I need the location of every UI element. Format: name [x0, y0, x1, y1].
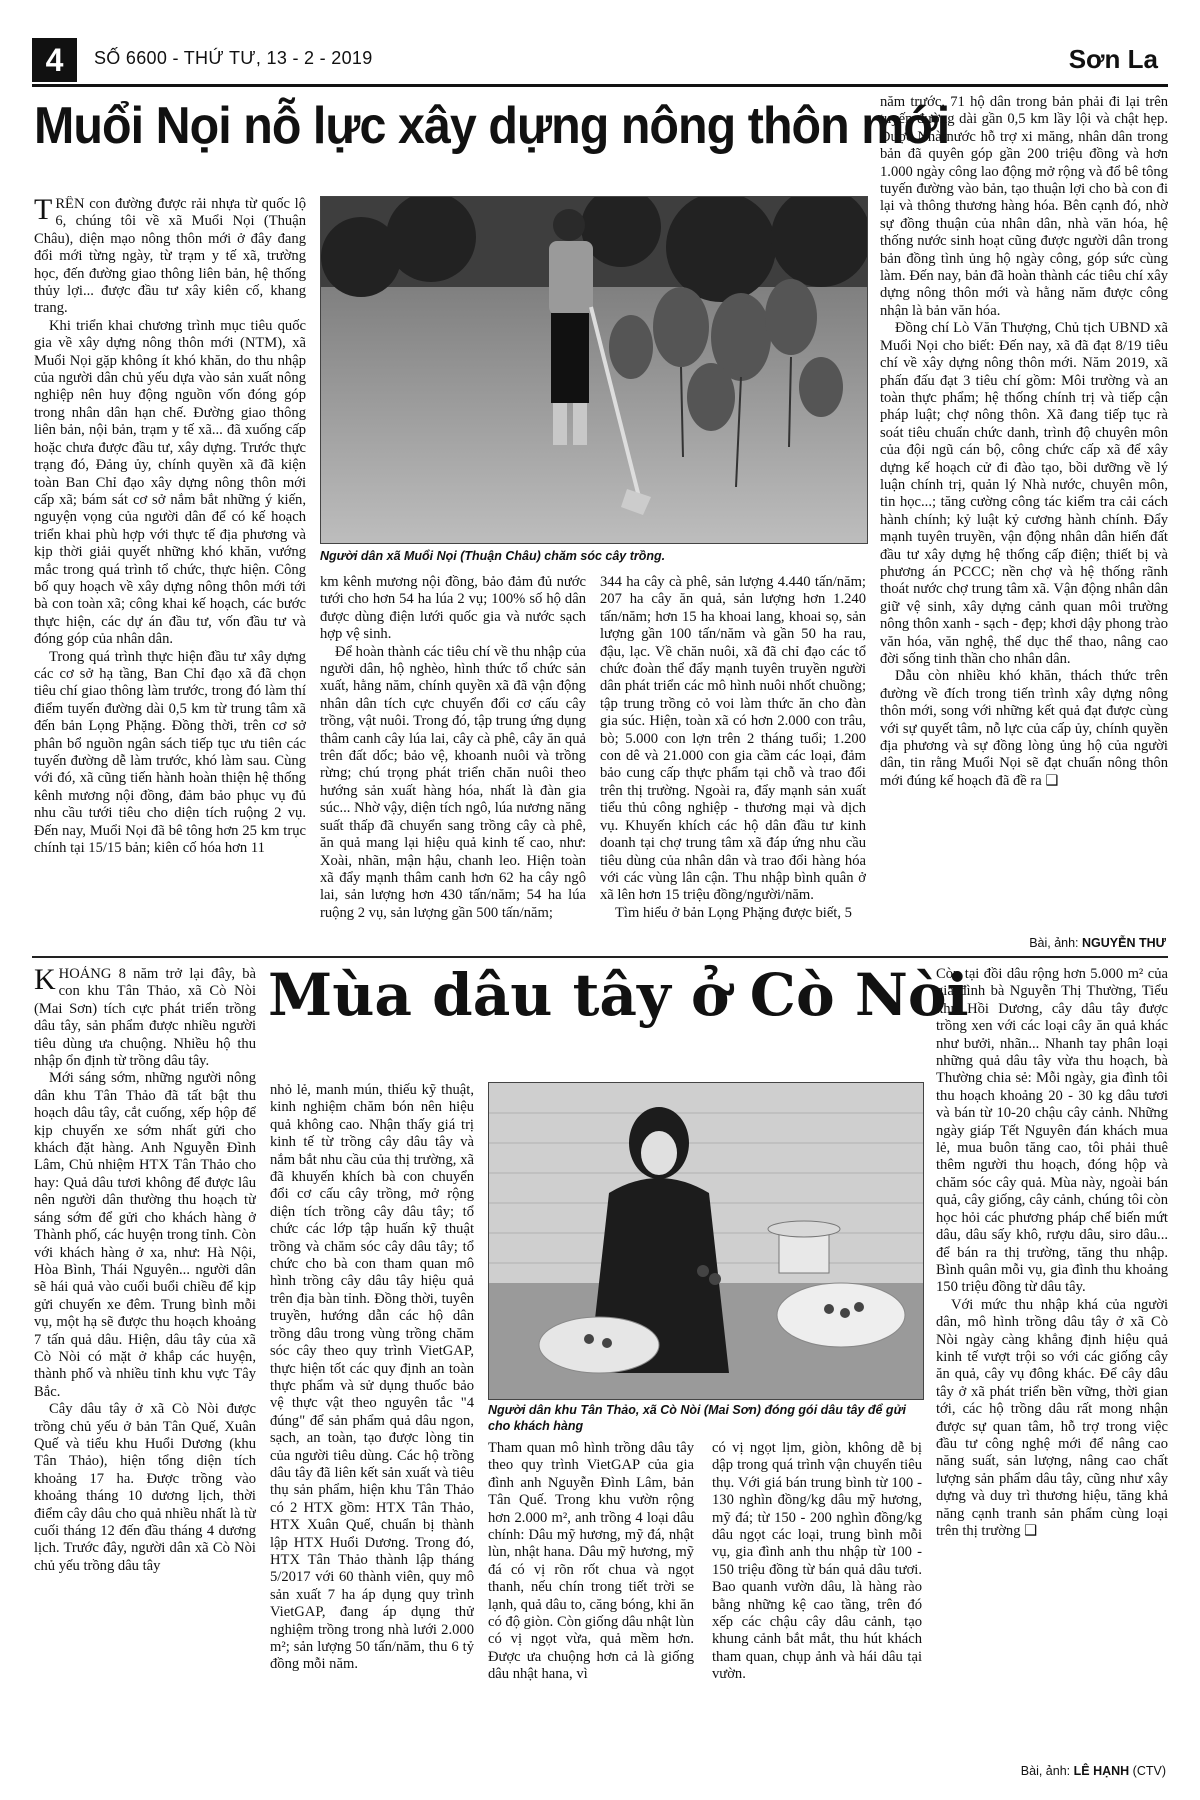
farmer-photo-illustration [321, 197, 867, 543]
article2-paragraph: Tham quan mô hình trồng dâu tây theo quy trình VietGAP của gia đình anh Nguyễn Đình Lâm, bản Tân Quế. Trong khu vườn rộng hơn 2.000 m², anh trồng 4 loại dâu chính: Dâu mỹ hương, mỹ đá, nhật lùn, nhật hana. Dâu mỹ hương, mỹ đá có vị rõn rốt chua và ngọt thanh, nếu chín trong tiết trời se lạnh, quả dâu to, căng bóng, khi ăn có độ giòn. Còn giống dâu nhật lùn có vị ngọt vừa, quả mềm hơn. Được ưa chuộng hơn cả là giống dâu nhật hana, vì [488, 1440, 694, 1683]
article2-paragraph: Còn tại đồi dâu rộng hơn 5.000 m² của gia đình bà Nguyễn Thị Thường, Tiểu khu Hồi Dương, cây dâu tây được trồng xen với các loại cây ăn quả khác như bưởi, nhãn... Nhanh tay phân loại những quả dâu tây vừa thu hoạch, bà Thường chia sẻ: Mỗi ngày, gia đình tôi thu hoạch khoảng 20 - 30 kg dâu tươi và bán từ 10-20 chậu cây cảnh. Những ngày giáp Tết Nguyên đán khách mua lẻ, mua buôn tăng cao, tôi phải thuê thêm người thu hoạch, đóng hộp và chăm sóc cây quả. Mùa này, ngoài bán quả, cây giống, cây cảnh, chúng tôi còn học hỏi các phương pháp chế biến mứt dâu, dâu sấy khô, rượu dâu, siro dâu... để bán ra thị trường, tăng thu nhập. Bình quân mỗi vụ, gia đình thu khoảng 150 triệu đồng từ dâu tây. [936, 966, 1168, 1296]
article1-paragraph: 344 ha cây cà phê, sản lượng 4.440 tấn/năm; 207 ha cây ăn quả, sản lượng hơn 1.240 tấn/năm; hơn 15 ha khoai lang, khoai sọ, sản lượng gần 100 tấn/năm và gần 50 ha rau, đậu, lạc. Về chăn nuôi, xã đã chỉ đạo các tổ chức đoàn thể đẩy mạnh tuyên truyền người dân phát triển các mô hình nuôi nhốt chuồng; tập trung trồng cỏ voi làm thức ăn cho đàn gia súc. Hiện, toàn xã có hơn 2.000 con trâu, bò; 5.000 con lợn trên 2 tháng tuổi; 1.200 con dê và 21.000 con gia cầm các loại, đảm bảo cung cấp thực phẩm tại chỗ và trao đổi trên thị trường. Ngoài ra, đẩy mạnh sản xuất tiểu thủ công nghiệp - thương mại và dịch vụ. Khuyến khích các hộ dân đầu tư kinh doanh tại chợ trung tâm xã đáp ứng nhu cầu tiêu dùng của nhân dân và trao đổi hàng hóa với các vùng lân cận. Thu nhập bình quân ở xã lên hơn 15 triệu đồng/người/năm. [600, 574, 866, 904]
byline-suffix: (CTV) [1132, 1764, 1166, 1778]
issue-date: SỐ 6600 - THỨ TƯ, 13 - 2 - 2019 [94, 48, 373, 68]
page-number: 4 [32, 38, 77, 82]
article2-title: Mùa dâu tây ở Cò Nòi [268, 961, 969, 1029]
article2-paragraph: Mới sáng sớm, những người nông dân khu Tân Thảo đã tất bật thu hoạch dâu tây, cắt cuống, xếp hộp để kịp chuyển xe sớm nhất gửi cho khách đặt hàng. Anh Nguyễn Đình Lâm, Chủ nhiệm HTX Tân Thảo cho hay: Quả dâu tươi không để được lâu nên người dân thường thu hoạch từ sáng sớm để gửi cho khách hàng ở Thành phố, các huyện trong tỉnh. Còn với khách hàng ở xa, như: Hà Nội, Hòa Bình, Thái Nguyên... người dân sẽ hái quả vào cuối buổi chiều để kịp gửi chuyến xe đêm. Trung bình mỗi vụ, một hạ sẽ được thu hoạch khoảng 7 tấn quả dâu. Hiện, dâu tây của xã Cò Nòi có mặt ở khắp các huyện, thành phố và nhiều tỉnh khu vực Tây Bắc. [34, 1070, 256, 1400]
article2-paragraph: có vị ngọt lịm, giòn, không dễ bị dập trong quá trình vận chuyển tiêu thụ. Với giá bán trung bình từ 100 - 130 nghìn đồng/kg dâu mỹ hương, mỹ đá; từ 150 - 200 nghìn đồng/kg dâu ngọt các loại, trung bình mỗi vụ, gia đình anh thu nhập từ 100 - 150 triệu đồng từ bán quả dâu tươi. Bao quanh vườn dâu, là hàng rào bằng những kệ cao tầng, trên đó xếp các chậu cây dâu cảnh, tạo khung cảnh bắt mắt, thu hút khách tham quan, chụp ảnh và hái dâu tại vườn. [712, 1440, 922, 1683]
article2-column-3 [488, 1440, 694, 1782]
article1-byline [1029, 936, 1166, 950]
article1-column-4 [880, 94, 1168, 930]
article1-photo [320, 196, 868, 544]
article2-paragraph: nhỏ lẻ, manh mún, thiếu kỹ thuật, kinh nghiệm chăm bón nên hiệu quả không cao. Nhận thấy giá trị kinh tế từ trồng cây dâu tây và nắm bắt nhu cầu của thị trường, xã đã khuyến khích bà con chuyển đổi cơ cấu cây trồng, mở rộng diện tích trồng cây dâu tây; tổ chức các lớp tập huấn kỹ thuật trồng và chăm sóc cây dâu tây; tổ chức cho bà con tham quan mô hình trồng cây dâu tây hiệu quả trên địa bàn tỉnh. Đồng thời, tuyên truyền, hướng dẫn các hộ dân trồng dâu trong vùng trồng chăm sóc cây theo quy trình VietGAP, thực hiện tốt các quy định an toàn thực phẩm và sử dụng thuốc bảo vệ thực vật theo nguyên tắc "4 đúng" để sản phẩm quả dâu ngon, sạch, an toàn, tạo được lòng tin của người tiêu dùng. Các hộ trồng dâu tây đã liên kết sản xuất và tiêu thụ sản phẩm, hiện khu Tân Thảo có 2 HTX gồm: HTX Tân Thảo, HTX Xuân Quế, chuẩn bị thành lập HTX Huổi Dương. Trong đó, HTX Tân Thảo thành lập tháng 5/2017 với 60 thành viên, quy mô sản xuất 7 ha áp dụng quy trình VietGAP, đang áp dụng thử nghiệm trồng trong nhà lưới 2.000 m²; sản lượng 50 tấn/năm, thu 6 tỷ đồng mỗi năm. [270, 1082, 474, 1673]
article2-paragraph: HOẢNG 8 năm trở lại đây, bà con khu Tân Thảo, xã Cò Nòi (Mai Sơn) tích cực phát triển trồng dâu tây, sản phẩm được nhiều người tiêu dùng ưa chuộng. Nhiều hộ thu nhập ổn định từ trồng dâu tây. [34, 966, 256, 1070]
article2-paragraph: Cây dâu tây ở xã Cò Nòi được trồng chủ yếu ở bản Tân Quế, Xuân Quế và tiểu khu Huổi Dương (khu Tân Thảo), hiện tổng diện tích khoảng 17 ha. Được trồng vào khoảng tháng 10 dương lịch, thời điểm cây dâu cho quả nhiều nhất là từ cuối tháng 12 đến đầu tháng 4 dương lịch. Trước đây, người dân xã Cò Nòi chủ yếu trồng dâu tây [34, 1401, 256, 1574]
article2-column-2 [270, 1082, 474, 1782]
byline-author: NGUYỄN THƯ [1082, 936, 1166, 950]
strawberry-packing-illustration [489, 1083, 923, 1399]
article1-paragraph: năm trước, 71 hộ dân trong bản phải đi lại trên tuyến đường dài gần 0,5 km lầy lội và chật hẹp. Được Nhà nước hỗ trợ xi măng, nhân dân trong bản đã quyên góp gần 200 triệu đồng và hơn 1.000 ngày công lao động mở rộng và đổ bê tông tuyến đường vào bản, tạo thuận lợi cho bà con đi lại và thông thương hàng hóa. Bên cạnh đó, nhờ sự đồng thuận của nhân dân, nhà văn hóa, hệ thống nước sinh hoạt cũng được người dân trong bản đồng tình ủng hộ ngày công, góp sức cùng làm. Đến nay, bản đã hoàn thành các tiêu chí xây dựng nông thôn mới và hằng năm được công nhận là bản văn hóa. [880, 94, 1168, 319]
article1-paragraph: Trong quá trình thực hiện đầu tư xây dựng các cơ sở hạ tầng, Ban Chỉ đạo xã đã chọn tiêu chí giao thông làm trước, trong đó làm thí điểm tuyến đường dài 0,5 km từ trung tâm xã đến bản Lọng Phặng. Đồng thời, trên cơ sở phân bổ nguồn ngân sách tiếp tục ưu tiên các tuyến đường dễ làm trước, khó làm sau. Cùng với đó, xã cũng tiến hành hoàn thiện hệ thống kênh mương nội đồng, đảm bảo phục vụ đủ nhu cầu tưới tiêu cho diện tích ruộng 2 vụ. Đến nay, Muổi Nọi đã bê tông hơn 25 km trục chính tại 15/15 bản; kiên cố hóa hơn 11 [34, 648, 306, 857]
article2-paragraph: Với mức thu nhập khá của người dân, mô hình trồng dâu tây ở xã Cò Nòi ngày càng khẳng định hiệu quả kinh tế vượt trội so với các giống cây ăn quả, cây vụ đông khác. Để cây dâu tây ở xã phát triển bền vững, thời gian tới, các hộ trồng dâu rất mong nhận được sự quan tâm, hỗ trợ trong việc đầu tư công nghệ mới để nâng cao năng suất, sản lượng, nâng cao chất lượng sản phẩm dâu tây, cũng như xây dựng và duy trì thương hiệu, tăng khả năng cạnh tranh sản phẩm cùng loại trên thị trường ❑ [936, 1296, 1168, 1539]
article1-paragraph: Dẫu còn nhiều khó khăn, thách thức trên đường về đích trong tiến trình xây dựng nông thôn mới, song với những kết quả đạt được cùng với sự quyết tâm, nỗ lực của cấp ủy, chính quyền địa phương và sự đồng lòng ủng hộ của người dân, tin rằng Muổi Nọi sẽ đạt chuẩn nông thôn mới đúng kế hoạch đã đề ra ❑ [880, 668, 1168, 789]
article1-column-2 [320, 574, 586, 958]
article1-caption: Người dân xã Muổi Nọi (Thuận Châu) chăm sóc cây trồng. [320, 549, 666, 563]
article1-paragraph: Tìm hiểu ở bản Lọng Phặng được biết, 5 [615, 904, 852, 921]
article1-paragraph: Khi triển khai chương trình mục tiêu quốc gia về xây dựng nông thôn mới (NTM), xã Muổi Nọi gặp không ít khó khăn, do thu nhập của người dân chủ yếu dựa vào sản xuất nông nghiệp nên huy động nguồn vốn đóng góp trong nhân dân hạn chế. Đường giao thông liên bản, nội bản, trạm y tế xã... đã xuống cấp hoặc chưa được đầu tư, xây dựng. Trước thực trạng đó, Đảng ủy, chính quyền xã đã kiện toàn Ban Chỉ đạo xây dựng nông thôn mới cấp xã; bám sát cơ sở nắm bắt những ý kiến, nguyện vọng của người dân để có kế hoạch triển khai phù hợp với thực tế địa phương và kịp thời giải quyết những khó khăn, vướng mắc trong quá trình tổ chức, thực hiện. Công bố quy hoạch về xây dựng nông thôn mới tới bà con toàn xã; công khai kế hoạch, các bước thực hiện, các dự án đầu tư, vốn đầu tư và đóng góp của nhân dân. [34, 317, 306, 648]
article1-paragraph: Đồng chí Lò Văn Thượng, Chủ tịch UBND xã Muổi Nọi cho biết: Đến nay, xã đã đạt 8/19 tiêu chí về xây dựng nông thôn mới. Năm 2019, xã phấn đấu đạt 3 tiêu chí gồm: Môi trường và an toàn thực phẩm; hệ thống chính trị và tiếp cận pháp luật; chợ nông thôn. Xã đang tiếp tục rà soát tiêu chuẩn chức danh, trình độ chuyên môn của đội ngũ cán bộ, công chức cấp xã để xây dựng kế hoạch cử đi đào tạo, bồi dưỡng về lý luận chính trị, quản lý Nhà nước, chuyên môn, tin học...; tăng cường công tác kiểm tra cải cách hành chính; kỷ luật kỷ cương hành chính. Đẩy mạnh tuyên truyền, vận động nhân dân hiến đất đầu tư xây dựng hệ thống cấp điện; thiết bị và phương án PCCC; nền chợ và hệ thống rãnh thoát nước chợ trung tâm xã. Vận động nhân dân giữ vệ sinh, xây dựng cảnh quan môi trường nông thôn xanh - sạch - đẹp; khơi dậy phong trào văn hóa, văn nghệ, thể dục thể thao, nâng cao đời sống tinh thần cho nhân dân. [880, 320, 1168, 667]
article2-drop-cap: K [34, 966, 56, 996]
byline-author: LÊ HẠNH [1073, 1764, 1130, 1778]
article1-drop-cap: T [34, 196, 53, 226]
article2-caption: Người dân khu Tân Thảo, xã Cò Nòi (Mai Sơn) đóng gói dâu tây để gửi cho khách hàng [488, 1403, 906, 1433]
article1-column-1 [34, 196, 306, 958]
article2-column-4 [712, 1440, 922, 1782]
byline-prefix: Bài, ảnh: [1029, 936, 1079, 950]
article2-column-1 [34, 966, 256, 1782]
article1-title: Muổi Nọi nỗ lực xây dựng nông thôn mới [34, 97, 950, 155]
section-name: Sơn La [1068, 44, 1158, 74]
article1-paragraph: Để hoàn thành các tiêu chí về thu nhập của người dân, hộ nghèo, hình thức tổ chức sản xuất, hằng năm, chính quyền xã đã vận động nhân dân tích cực chuyển đổi cơ cấu cây trồng, vật nuôi. Trong đó, tập trung ứng dụng thâm canh cây lúa lai, cây cà phê, cây ăn quả trên đất dốc; bảo vệ, khoanh nuôi và trồng rừng; chú trọng phát triển chăn nuôi theo hướng sản xuất hàng hóa, nhất là đàn gia súc... Nhờ vậy, diện tích ngô, lúa nương năng suất thấp đã chuyển sang trồng cây cà phê, ăn quả mang lại hiệu quả kinh tế cao, như: Xoài, nhãn, mận hậu, chanh leo. Hiện toàn xã đẩy mạnh thâm canh hơn 62 ha cây ngô lai, sản lượng hơn 430 tấn/năm; 54 ha lúa ruộng 2 vụ, sản lượng gần 500 tấn/năm; [320, 643, 586, 921]
article2-photo [488, 1082, 924, 1400]
article1-paragraph: km kênh mương nội đồng, bảo đảm đủ nước tưới cho hơn 54 ha lúa 2 vụ; 100% số hộ dân được dùng điện lưới quốc gia và nước sạch hợp vệ sinh. [320, 574, 586, 643]
article1-paragraph: RÊN con đường được rải nhựa từ quốc lộ 6, chúng tôi về xã Muổi Nọi (Thuận Châu), diện mạo nông thôn mới ở đây đang đổi mới từng ngày, từ trạm y tế xã, trường học, đến đường giao thông liên bản, hệ thống thủy lợi... được đầu tư xây kiên cố, khang trang. [34, 196, 306, 317]
article2-column-5 [936, 966, 1168, 1764]
article2-byline [1021, 1764, 1166, 1778]
byline-prefix: Bài, ảnh: [1020, 1764, 1071, 1778]
article1-column-3 [600, 574, 866, 958]
